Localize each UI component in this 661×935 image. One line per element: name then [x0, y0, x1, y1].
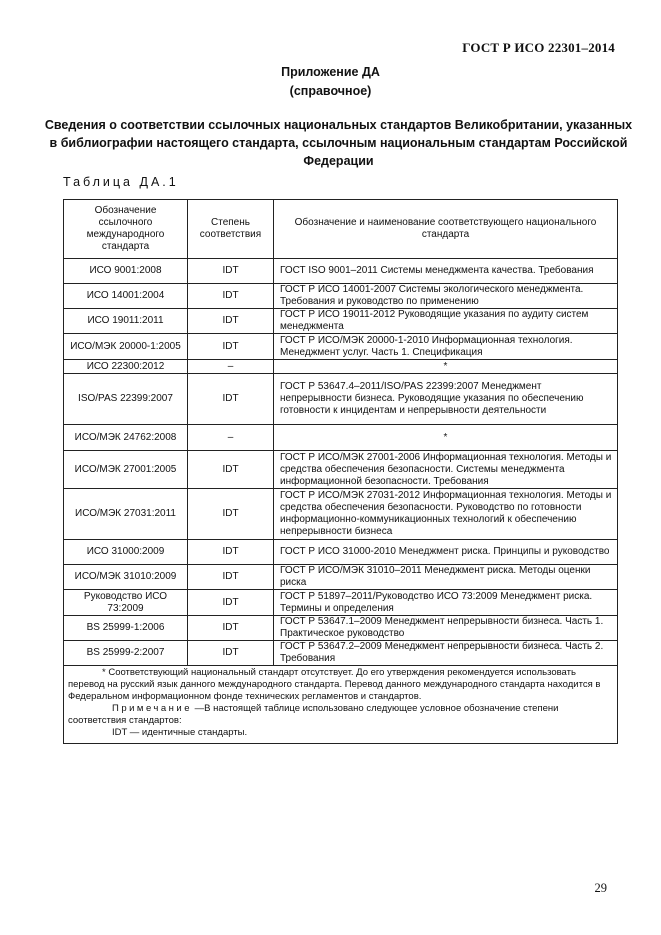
section-title: Сведения о соответствии ссылочных национальных стандартов Великобритании, указанных в библиографии настоящего стандарта, ссылочным национальным стандартам Российской Федерации [44, 118, 633, 168]
appendix-title: Приложение ДА [281, 65, 380, 79]
cell-national-standard: ГОСТ Р ИСО/МЭК 31010–2011 Менеджмент риска. Методы оценки риска [274, 565, 618, 590]
header-national-standard: Обозначение и наименование соответствующего национального стандарта [274, 200, 618, 259]
table-row [64, 425, 618, 451]
table-footnote-cell [64, 666, 618, 744]
cell-degree: IDT [188, 259, 274, 284]
table-row [64, 284, 618, 309]
correspondence-table [63, 199, 618, 744]
cell-national-standard: ГОСТ Р ИСО/МЭК 27001-2006 Информационная технология. Методы и средства обеспечения безопасности. Системы менеджмента информационной безопасности. Требования [274, 451, 618, 489]
cell-national-standard: * [274, 425, 618, 451]
cell-national-standard: ГОСТ Р 53647.1–2009 Менеджмент непрерывности бизнеса. Часть 1. Практическое руководство [274, 616, 618, 641]
cell-national-standard: ГОСТ Р ИСО 31000-2010 Менеджмент риска. Принципы и руководство [274, 540, 618, 565]
header-degree: Степень соответствия [188, 200, 274, 259]
cell-national-standard: ГОСТ ISO 9001–2011 Системы менеджмента качества. Требования [274, 259, 618, 284]
cell-intl-standard: ИСО/МЭК 27001:2005 [64, 451, 188, 489]
cell-intl-standard: ИСО 31000:2009 [64, 540, 188, 565]
cell-national-standard: ГОСТ Р 51897–2011/Руководство ИСО 73:2009 Менеджмент риска. Термины и определения [274, 590, 618, 616]
cell-degree: IDT [188, 489, 274, 540]
cell-degree: IDT [188, 641, 274, 666]
cell-degree: – [188, 360, 274, 374]
cell-intl-standard: ИСО 19011:2011 [64, 309, 188, 334]
cell-intl-standard: ИСО/МЭК 27031:2011 [64, 489, 188, 540]
cell-degree: IDT [188, 590, 274, 616]
cell-intl-standard: ИСО/МЭК 24762:2008 [64, 425, 188, 451]
table-row [64, 451, 618, 489]
cell-intl-standard: Руководство ИСО 73:2009 [64, 590, 188, 616]
cell-national-standard: ГОСТ Р 53647.2–2009 Менеджмент непрерывности бизнеса. Часть 2. Требования [274, 641, 618, 666]
cell-national-standard: ГОСТ Р ИСО 19011-2012 Руководящие указания по аудиту систем менеджмента [274, 309, 618, 334]
cell-degree: IDT [188, 374, 274, 425]
cell-degree: IDT [188, 309, 274, 334]
table-row [64, 374, 618, 425]
cell-national-standard: * [274, 360, 618, 374]
cell-degree: IDT [188, 540, 274, 565]
table-header-row [64, 200, 618, 259]
table-caption: Таблица ДА.1 [63, 175, 179, 189]
header-intl-standard: Обозначение ссылочного международного стандарта [64, 200, 188, 259]
appendix-subtitle: (справочное) [289, 84, 372, 98]
note-text: —В настоящей таблице использовано следующее условное обозначение степени соответствия стандартов: [68, 703, 559, 726]
cell-intl-standard: ИСО 14001:2004 [64, 284, 188, 309]
cell-national-standard: ГОСТ Р ИСО/МЭК 27031-2012 Информационная технология. Методы и средства обеспечения безопасности. Руководство по готовности информационно-коммуникационных технологий к обеспечению непрерывности бизнеса [274, 489, 618, 540]
cell-degree: IDT [188, 284, 274, 309]
cell-intl-standard: ИСО/МЭК 20000-1:2005 [64, 334, 188, 360]
table-row [64, 616, 618, 641]
cell-intl-standard: BS 25999-2:2007 [64, 641, 188, 666]
note-idt: IDT — идентичные стандарты. [112, 727, 248, 738]
cell-intl-standard: ИСО 9001:2008 [64, 259, 188, 284]
running-header: ГОСТ Р ИСО 22301–2014 [462, 40, 615, 55]
appendix-heading [0, 63, 661, 101]
cell-degree: – [188, 425, 274, 451]
table-row [64, 334, 618, 360]
table-row [64, 641, 618, 666]
cell-intl-standard: ИСО/МЭК 31010:2009 [64, 565, 188, 590]
cell-degree: IDT [188, 451, 274, 489]
correspondence-table-wrapper [63, 199, 617, 744]
cell-intl-standard: ИСО 22300:2012 [64, 360, 188, 374]
table-row [64, 565, 618, 590]
cell-national-standard: ГОСТ Р ИСО/МЭК 20000-1-2010 Информационная технология. Менеджмент услуг. Часть 1. Спецификация [274, 334, 618, 360]
cell-national-standard: ГОСТ Р 53647.4–2011/ISO/PAS 22399:2007 Менеджмент непрерывности бизнеса. Руководящие указания по обеспечению готовности к инцидентам и непрерывности деятельности [274, 374, 618, 425]
table-body [64, 259, 618, 744]
footnote-text: * Соответствующий национальный стандарт отсутствует. До его утверждения рекомендуется использовать перевод на русский язык данного международного стандарта. Перевод данного международного стандарта находится в Федеральном информационном фонде технических регламентов и стандартов. [68, 667, 601, 702]
table-row [64, 309, 618, 334]
cell-intl-standard: BS 25999-1:2006 [64, 616, 188, 641]
cell-degree: IDT [188, 334, 274, 360]
cell-national-standard: ГОСТ Р ИСО 14001-2007 Системы экологического менеджмента. Требования и руководство по применению [274, 284, 618, 309]
cell-degree: IDT [188, 616, 274, 641]
note-label: Примечание [112, 703, 192, 714]
note [68, 703, 613, 727]
table-row [64, 590, 618, 616]
table-row [64, 540, 618, 565]
cell-intl-standard: ISO/PAS 22399:2007 [64, 374, 188, 425]
table-footnote-row [64, 666, 618, 744]
table-row [64, 360, 618, 374]
cell-degree: IDT [188, 565, 274, 590]
page-number: 29 [594, 881, 607, 895]
table-row [64, 489, 618, 540]
table-row [64, 259, 618, 284]
